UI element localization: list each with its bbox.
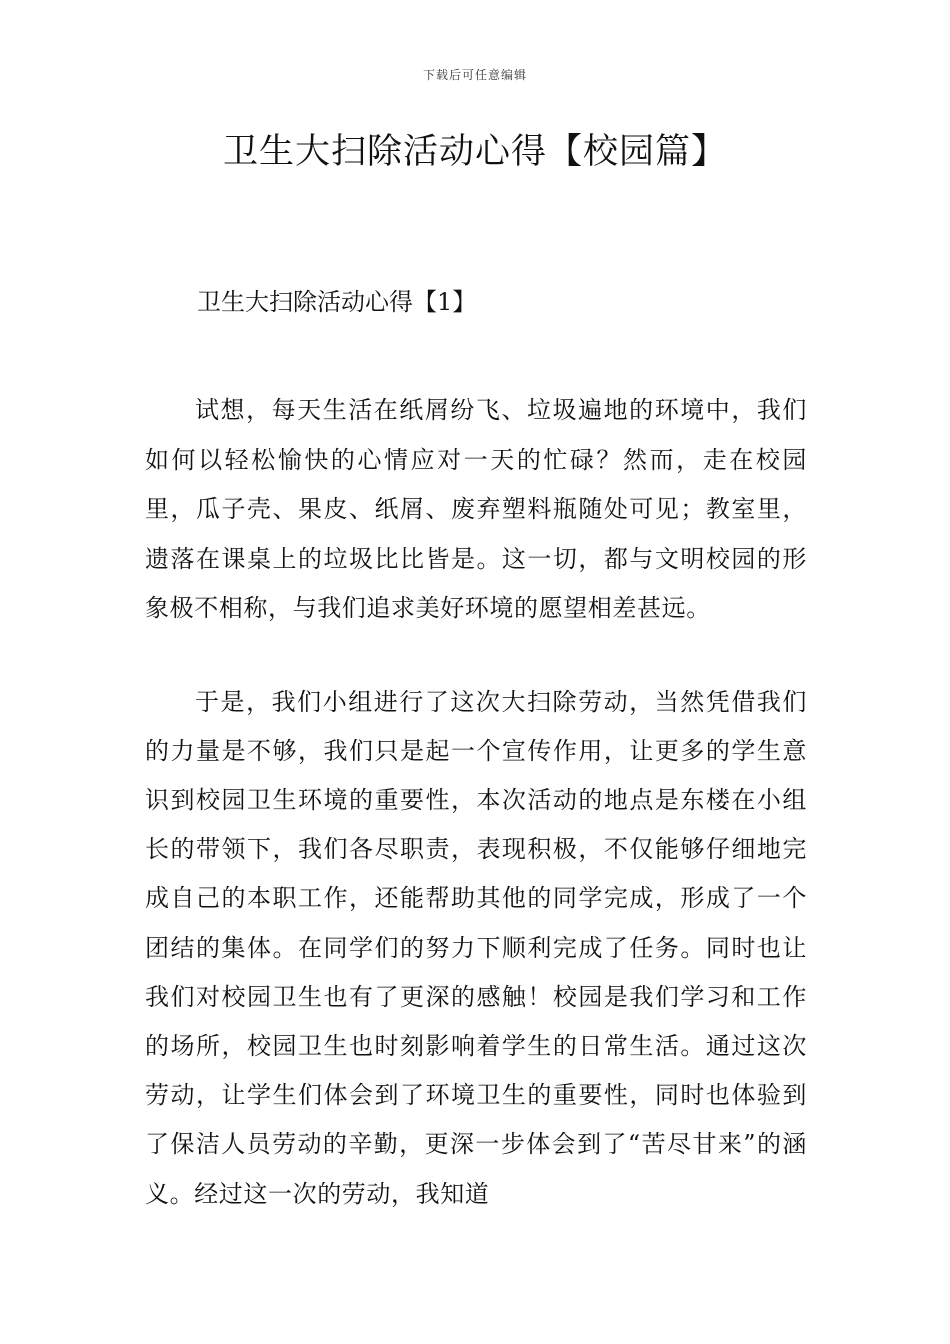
section-heading: 卫生大扫除活动心得【1】 xyxy=(197,288,477,316)
document-body xyxy=(145,280,807,1263)
paragraph-2: 于是，我们小组进行了这次大扫除劳动，当然凭借我们的力量是不够，我们只是起一个宣传作用，让更多的学生意识到校园卫生环境的重要性，本次活动的地点是东楼在小组长的带领下，我们各尽职责，表现积极，不仅能够仔细地完成自己的本职工作，还能帮助其他的同学完成，形成了一个团结的集体。在同学们的努力下顺利完成了任务。同时也让我们对校园卫生也有了更深的感触！校园是我们学习和工作的场所，校园卫生也时刻影响着学生的日常生活。通过这次劳动，让学生们体会到了环境卫生的重要性，同时也体验到了保洁人员劳动的辛勤，更深一步体会到了“苦尽甘来”的涵义。经过这一次的劳动，我知道 xyxy=(145,687,807,1208)
document-title: 卫生大扫除活动心得【校园篇】 xyxy=(222,132,727,172)
header-note: 下载后可任意编辑 xyxy=(422,68,527,82)
paragraph-1: 试想，每天生活在纸屑纷飞、垃圾遍地的环境中，我们如何以轻松愉快的心情应对一天的忙碌？然而，走在校园里，瓜子壳、果皮、纸屑、废弃塑料瓶随处可见；教室里，遗落在课桌上的垃圾比比皆是。这一切，都与文明校园的形象极不相称，与我们追求美好环境的愿望相差甚远。 xyxy=(145,396,807,622)
